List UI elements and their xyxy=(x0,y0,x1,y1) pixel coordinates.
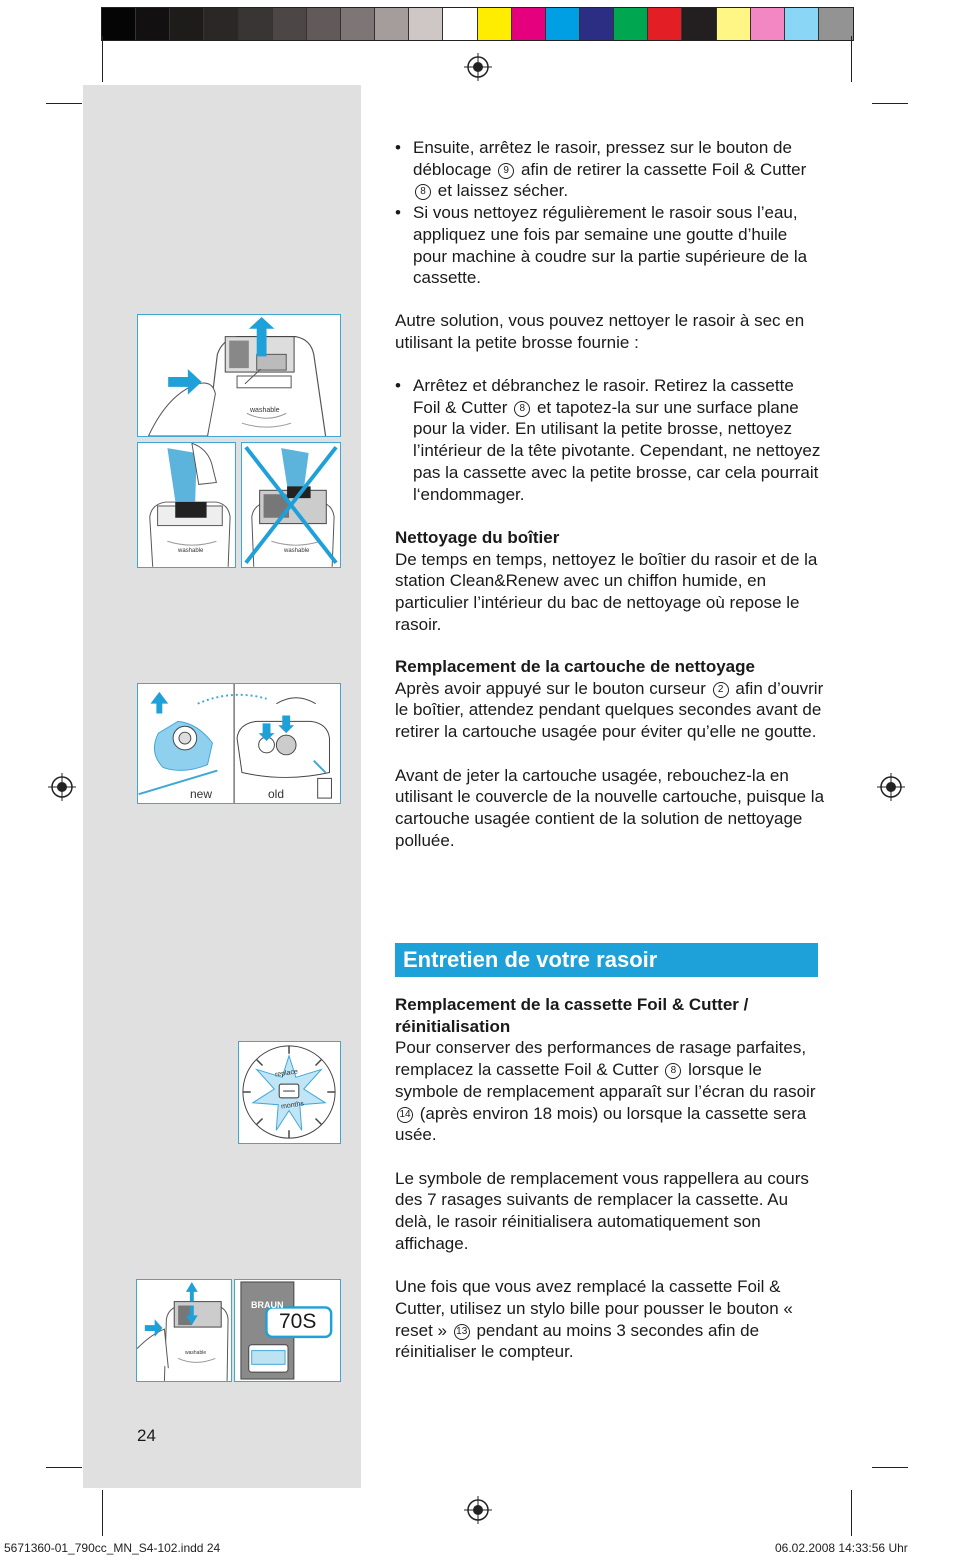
color-swatch xyxy=(102,8,136,40)
crop-mark xyxy=(102,1490,103,1536)
footer-file-info: 5671360-01_790cc_MN_S4-102.indd 24 xyxy=(4,1541,221,1555)
text: Avant de jeter la cartouche usagée, rebouchez-la en utilisant le couvercle de la nouvelle cartouche, puisque la cartouche usagée contient de la solution de nettoyage polluée. xyxy=(395,765,825,850)
text: Le symbole de remplacement vous rappellera au cours des 7 rasages suivants de remplacer la cassette. Au delà, le rasoir réinitialisera automatiquement son affichage. xyxy=(395,1168,809,1253)
ref-number: 8 xyxy=(415,184,431,200)
ref-number: 9 xyxy=(498,163,514,179)
registration-mark-icon xyxy=(464,1496,492,1524)
text xyxy=(395,678,825,743)
text xyxy=(395,1276,825,1363)
section-title: Nettoyage du boîtier xyxy=(395,528,560,547)
replace-display-illustration xyxy=(239,1042,340,1143)
cassette-removal-illustration xyxy=(137,1280,231,1381)
text: (après environ 18 mois) ou lorsque la cassette sera usée. xyxy=(395,1103,807,1145)
text: Autre solution, vous pouvez nettoyer le rasoir à sec en utilisant la petite brosse fournie : xyxy=(395,311,805,352)
text: Arrêtez et débranchez le rasoir. Retirez la cassette Foil & Cutter xyxy=(413,376,794,417)
color-swatch xyxy=(819,8,853,40)
text xyxy=(395,1037,825,1146)
color-swatch xyxy=(717,8,751,40)
crop-mark xyxy=(46,1467,82,1468)
crop-mark xyxy=(851,36,852,82)
color-swatch xyxy=(204,8,238,40)
text: Après avoir appuyé sur le bouton curseur xyxy=(395,678,706,698)
color-swatch xyxy=(580,8,614,40)
color-swatch xyxy=(751,8,785,40)
figure-replace-cassette xyxy=(136,1279,232,1382)
color-swatch xyxy=(682,8,716,40)
text-block-intro xyxy=(395,137,825,289)
washable-label: washable xyxy=(250,407,280,414)
months-label: months xyxy=(280,1100,305,1111)
figure-cartridge-replacement xyxy=(137,683,341,804)
list-item: • Si vous nettoyez régulièrement le rasoir sous l’eau, appliquez une fois par semaine une goutte d’huile pour machine à coudre sur la partie supérieure de la cassette. xyxy=(395,202,825,289)
section-cartridge-replacement xyxy=(395,656,825,851)
color-swatch xyxy=(239,8,273,40)
crop-mark xyxy=(872,103,908,104)
figure-brush-clean xyxy=(137,442,236,568)
color-swatch xyxy=(648,8,682,40)
paragraph xyxy=(395,310,825,353)
text: afin d’ouvrir le boîtier, attendez pendant quelques secondes avant de retirer la cartouche usagée pour éviter qu’elle ne goutte. xyxy=(395,678,824,742)
ref-number: 13 xyxy=(454,1324,470,1340)
text: lorsque le symbole de remplacement apparaît sur l’écran du rasoir xyxy=(395,1060,816,1101)
crop-mark xyxy=(872,1467,908,1468)
color-swatch xyxy=(273,8,307,40)
crop-mark xyxy=(102,36,103,82)
color-swatch xyxy=(478,8,512,40)
ref-number: 2 xyxy=(713,682,729,698)
section-title: Remplacement de la cartouche de nettoyage xyxy=(395,657,755,676)
section-heading: Entretien de votre rasoir xyxy=(395,943,818,977)
ref-number: 14 xyxy=(397,1107,413,1123)
list-item xyxy=(395,375,825,505)
text: Une fois que vous avez remplacé la cassette Foil & Cutter, utilisez un stylo bille pour pousser le bouton « reset » xyxy=(395,1277,793,1340)
text-block-dry-clean xyxy=(395,375,825,505)
text: et laissez sécher. xyxy=(437,181,569,201)
color-swatch xyxy=(136,8,170,40)
washable-label: washable xyxy=(178,548,204,554)
text: afin de retirer la cassette Foil & Cutter xyxy=(520,159,807,179)
washable-label: washable xyxy=(185,1350,207,1356)
crop-mark xyxy=(851,1490,852,1536)
color-swatch xyxy=(614,8,648,40)
section-cassette-replacement xyxy=(395,994,825,1363)
replace-label: replace xyxy=(274,1068,299,1079)
brand-label: BRAUN xyxy=(251,1300,284,1310)
footer-timestamp: 06.02.2008 14:33:56 Uhr xyxy=(775,1541,908,1555)
washable-label: washable xyxy=(284,548,310,554)
list-item xyxy=(395,137,825,202)
page-number: 24 xyxy=(137,1426,156,1445)
text: Pour conserver des performances de rasage parfaites, remplacez la cassette Foil & Cutter xyxy=(395,1038,807,1080)
text: pendant au moins 3 secondes afin de réinitialiser le compteur. xyxy=(395,1320,760,1362)
registration-mark-icon xyxy=(464,53,492,81)
color-swatch xyxy=(512,8,546,40)
new-label: new xyxy=(190,787,213,801)
figure-no-brush-cassette xyxy=(241,442,341,568)
color-swatch xyxy=(443,8,477,40)
section-housing-cleaning xyxy=(395,527,825,636)
color-swatch xyxy=(409,8,443,40)
color-swatch xyxy=(341,8,375,40)
figure-cassette-pack xyxy=(234,1279,341,1382)
color-swatch xyxy=(170,8,204,40)
text: Ensuite, arrêtez le rasoir, pressez sur le bouton de déblocage xyxy=(413,138,792,179)
ref-number: 8 xyxy=(665,1063,681,1079)
old-label: old xyxy=(268,787,285,801)
cartridge-illustration xyxy=(138,684,340,803)
figure-remove-cassette xyxy=(137,314,341,437)
crop-mark xyxy=(46,103,82,104)
color-swatch xyxy=(375,8,409,40)
figure-replace-symbol xyxy=(238,1041,341,1144)
text: et tapotez-la sur une surface plane pour la vider. En utilisant la petite brosse, nettoyez l’intérieur de la tête pivotante. Cependant, ne nettoyez pas la cassette avec la petite brosse, car cela pourrait l‘endommager. xyxy=(413,397,821,504)
cassette-code-label: 70S xyxy=(279,1310,317,1333)
registration-mark-icon xyxy=(877,773,905,801)
color-swatch xyxy=(785,8,819,40)
ref-number: 8 xyxy=(514,401,530,417)
registration-mark-icon xyxy=(48,773,76,801)
shaver-remove-cassette-illustration xyxy=(138,315,340,436)
color-swatch xyxy=(546,8,580,40)
section-title: Remplacement de la cassette Foil & Cutter / réinitialisation xyxy=(395,995,749,1036)
text: De temps en temps, nettoyez le boîtier du rasoir et de la station Clean&Renew avec un chiffon humide, en particulier l’intérieur du bac de nettoyage où repose le rasoir. xyxy=(395,549,818,634)
color-swatch xyxy=(307,8,341,40)
print-color-bar xyxy=(101,7,854,41)
